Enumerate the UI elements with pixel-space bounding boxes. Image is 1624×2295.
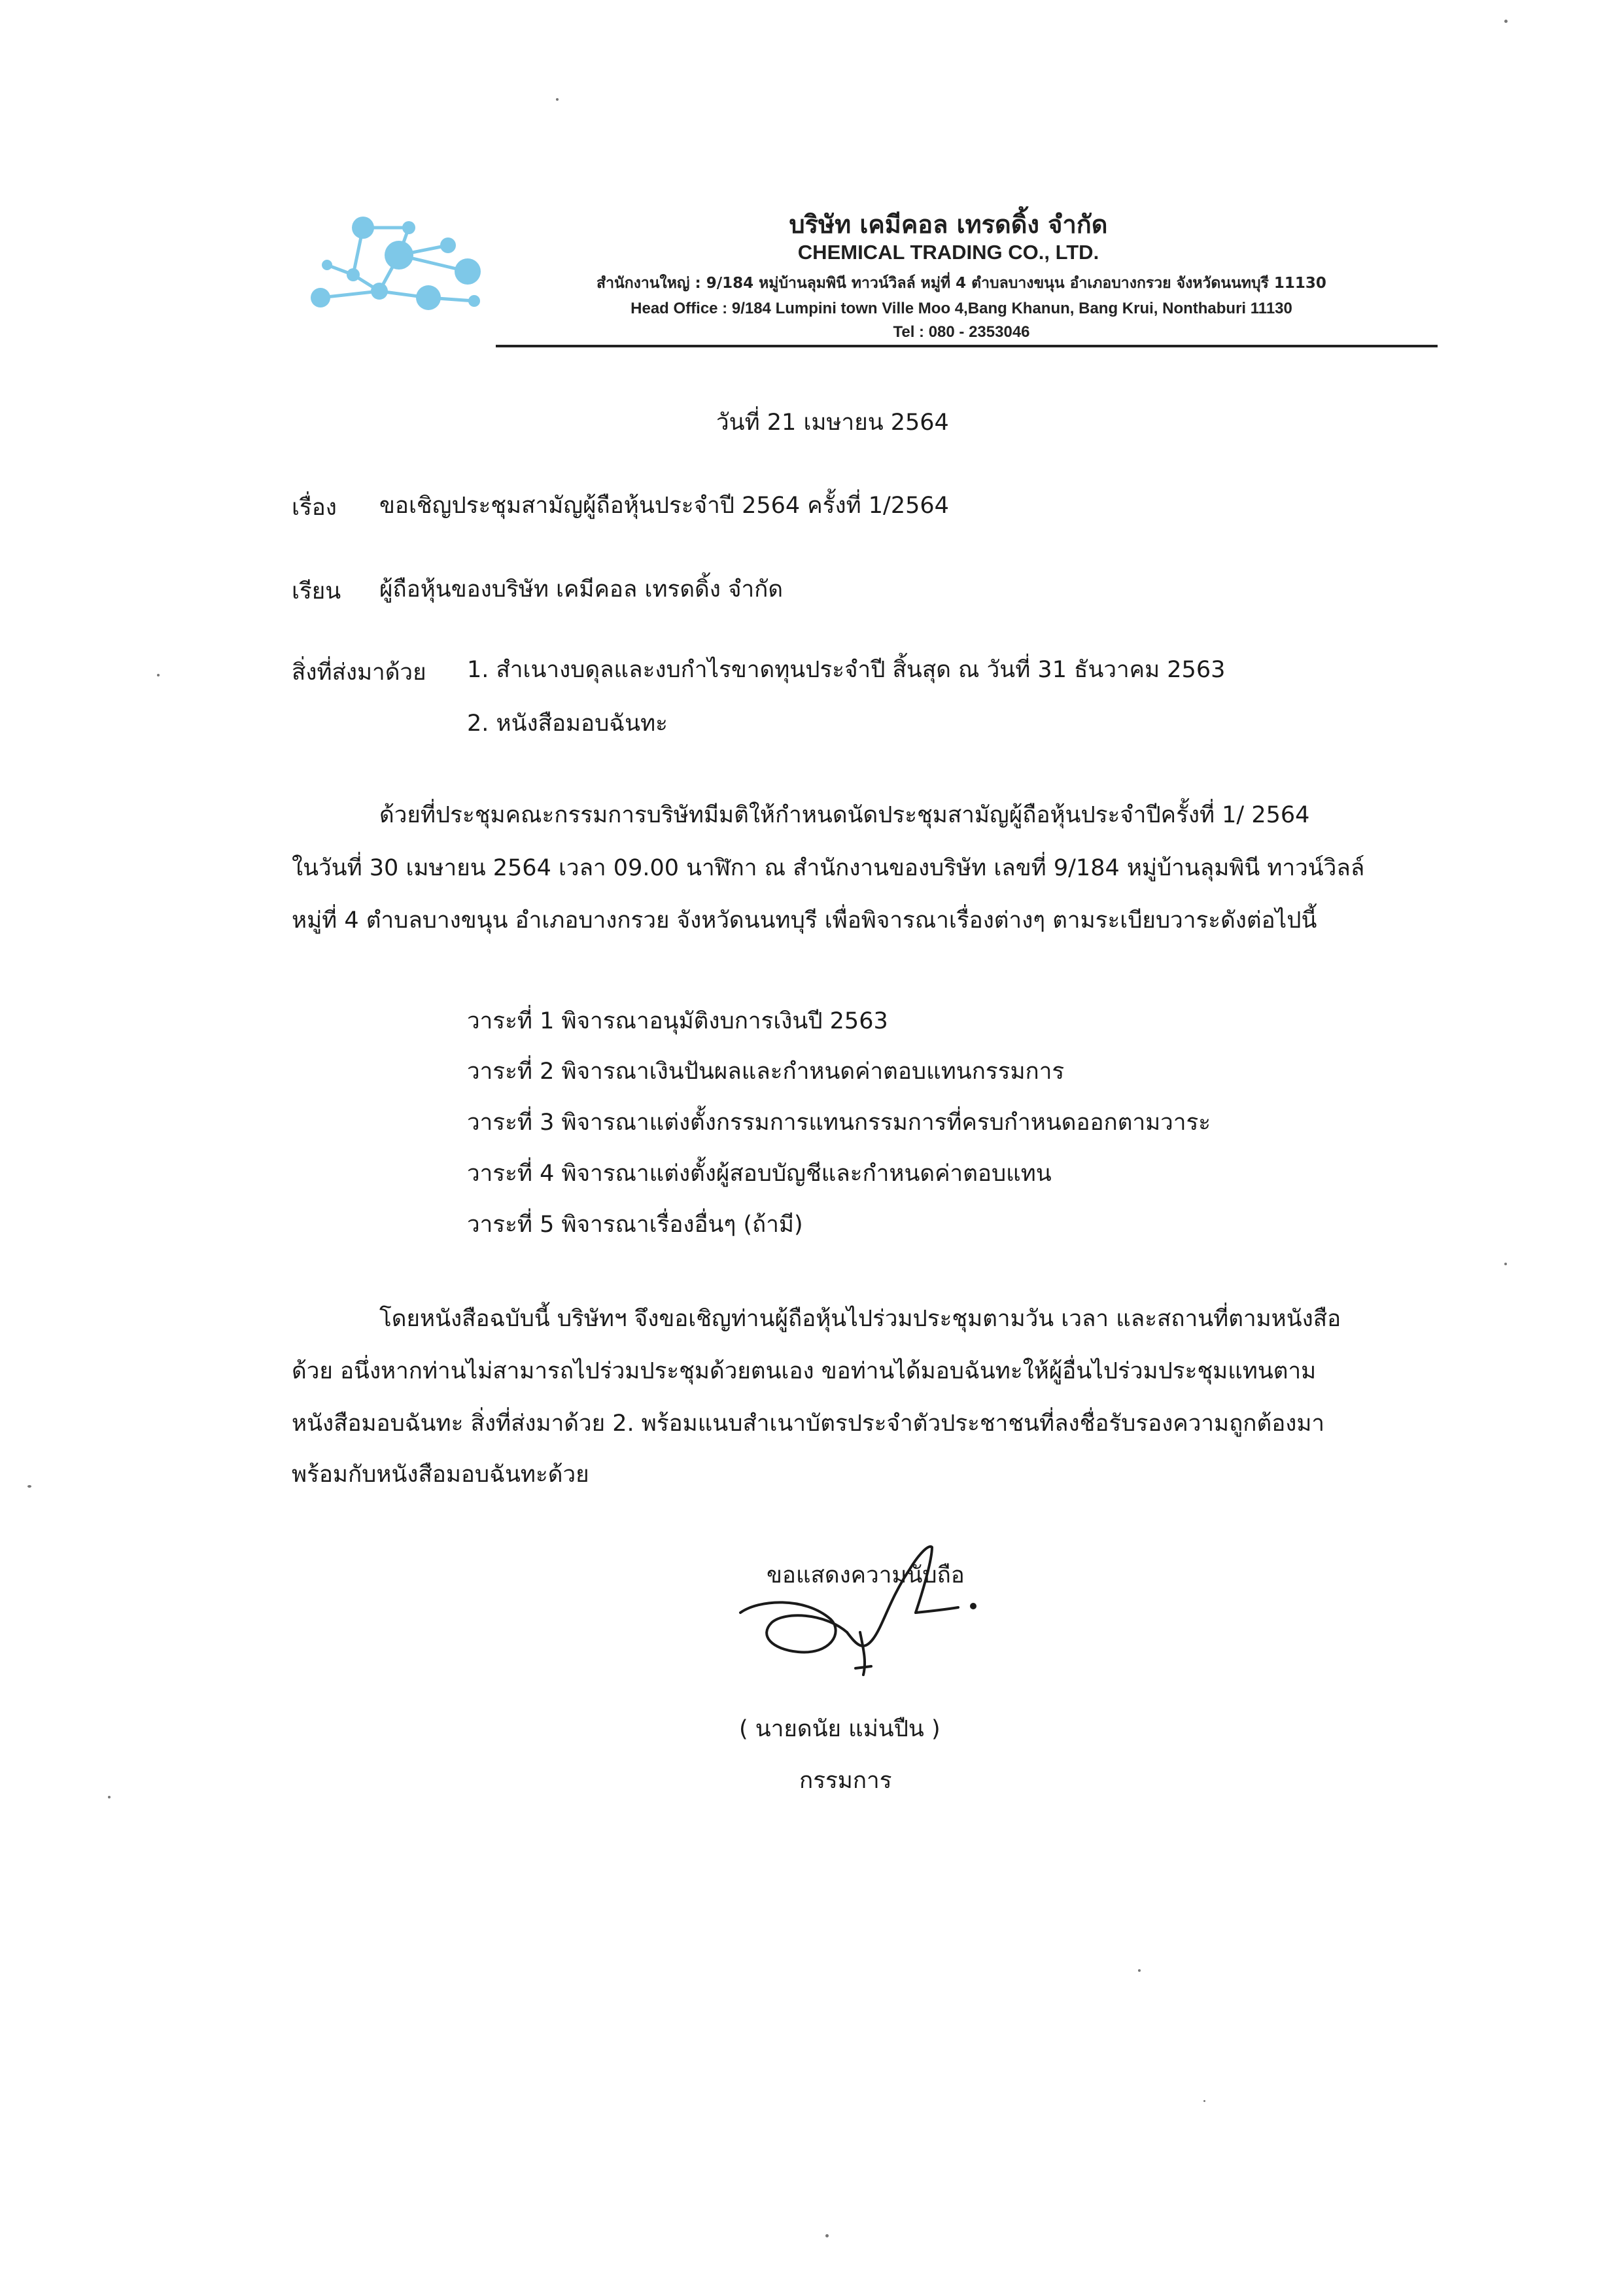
recipient-text: ผู้ถือหุ้นของบริษัท เคมีคอล เทรดดิ้ง จำกัด (379, 576, 784, 603)
telephone: Tel : 080 - 2353046 (893, 323, 1030, 341)
paragraph-line: ด้วยที่ประชุมคณะกรรมการบริษัทมีมติให้กำหนดนัดประชุมสามัญผู้ถือหุ้นประจำปีครั้งที่ 1/ 2564 (379, 802, 1310, 828)
scan-speck (1504, 20, 1508, 23)
paragraph-line: หมู่ที่ 4 ตำบลบางขนุน อำเภอบางกรวย จังหวัดนนทบุรี เพื่อพิจารณาเรื่องต่างๆ ตามระเบียบวาระดังต่อไปนี้ (292, 907, 1317, 934)
agenda-item: วาระที่ 1 พิจารณาอนุมัติงบการเงินปี 2563 (467, 1008, 888, 1034)
paragraph-line: โดยหนังสือฉบับนี้ บริษัทฯ จึงขอเชิญท่านผู้ถือหุ้นไปร่วมประชุมตามวัน เวลา และสถานที่ตามหนังสือ (379, 1306, 1341, 1332)
company-name-english: CHEMICAL TRADING CO., LTD. (797, 241, 1099, 264)
letter-date: วันที่ 21 เมษายน 2564 (716, 410, 949, 436)
agenda-item: วาระที่ 4 พิจารณาแต่งตั้งผู้สอบบัญชีและกำหนดค่าตอบแทน (467, 1161, 1052, 1187)
company-name-thai: บริษัท เคมีคอล เทรดดิ้ง จำกัด (789, 210, 1108, 239)
scan-speck (27, 1485, 31, 1488)
paragraph-line: ในวันที่ 30 เมษายน 2564 เวลา 09.00 นาฬิกา ณ สำนักงานของบริษัท เลขที่ 9/184 หมู่บ้านลุมพินี ทาวน์วิลล์ (292, 855, 1365, 881)
subject-label: เรื่อง (292, 495, 337, 521)
scan-speck (1138, 1969, 1141, 1972)
subject-text: ขอเชิญประชุมสามัญผู้ถือหุ้นประจำปี 2564 ครั้งที่ 1/2564 (379, 493, 949, 519)
scan-speck (108, 1796, 111, 1798)
recipient-label: เรียน (292, 578, 341, 604)
scan-speck (1504, 1263, 1507, 1265)
paragraph-line: หนังสือมอบฉันทะ สิ่งที่ส่งมาด้วย 2. พร้อมแนบสำเนาบัตรประจำตัวประชาชนที่ลงชื่อรับรองความถูกต้องมา (292, 1410, 1325, 1437)
scan-speck (556, 98, 559, 101)
scan-speck (157, 674, 160, 676)
enclosure-item: 2. หนังสือมอบฉันทะ (467, 710, 668, 737)
company-logo-molecule-icon (301, 209, 497, 321)
agenda-item: วาระที่ 2 พิจารณาเงินปันผลและกำหนดค่าตอบแทนกรรมการ (467, 1059, 1065, 1085)
handwritten-signature (733, 1534, 1007, 1691)
closing-text: ขอแสดงความนับถือ (767, 1562, 965, 1588)
address-english: Head Office : 9/184 Lumpini town Ville Moo 4,Bang Khanun, Bang Krui, Nonthaburi 11130 (631, 300, 1292, 317)
scan-speck (1203, 2100, 1205, 2102)
enclosure-item: 1. สำเนางบดุลและงบกำไรขาดทุนประจำปี สิ้นสุด ณ วันที่ 31 ธันวาคม 2563 (467, 657, 1226, 683)
letterhead-divider (496, 345, 1438, 347)
address-thai: สำนักงานใหญ่ : 9/184 หมู่บ้านลุมพินี ทาวน์วิลล์ หมู่ที่ 4 ตำบลบางขนุน อำเภอบางกรวย จังหวัดนนทบุรี 11130 (596, 275, 1326, 292)
paragraph-line: ด้วย อนึ่งหากท่านไม่สามารถไปร่วมประชุมด้วยตนเอง ขอท่านได้มอบฉันทะให้ผู้อื่นไปร่วมประชุมแทนตาม (292, 1358, 1317, 1384)
agenda-item: วาระที่ 3 พิจารณาแต่งตั้งกรรมการแทนกรรมการที่ครบกำหนดออกตามวาระ (467, 1110, 1211, 1136)
agenda-item: วาระที่ 5 พิจารณาเรื่องอื่นๆ (ถ้ามี) (467, 1212, 803, 1238)
scan-speck (825, 2234, 829, 2237)
enclosures-label: สิ่งที่ส่งมาด้วย (292, 659, 426, 686)
paragraph-line: พร้อมกับหนังสือมอบฉันทะด้วย (292, 1462, 589, 1488)
signer-name: ( นายดนัย แม่นปืน ) (739, 1716, 941, 1742)
signer-position: กรรมการ (799, 1768, 892, 1794)
